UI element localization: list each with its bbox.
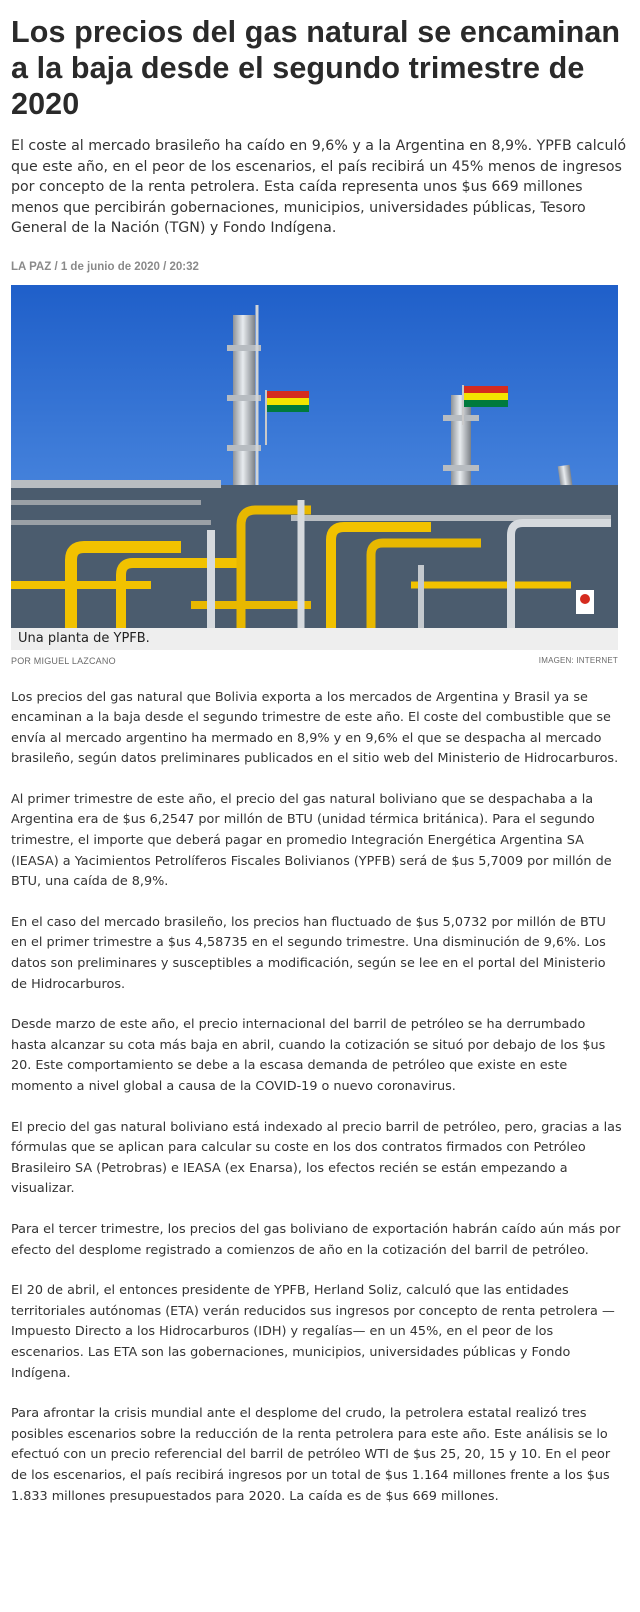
body-paragraph: Los precios del gas natural que Bolivia exporta a los mercados de Argentina y Brasil ya se encaminan a la baja desde el segundo trimestre de este año. El coste del combustible que se envía al mercado argentino ha mermado en 8,9% y en 9,6% el que se despacha al mercado brasileño, según datos preliminares publicados en el sitio web del Ministerio de Hidrocarburos. (11, 689, 619, 767)
body-paragraph: Desde marzo de este año, el precio internacional del barril de petróleo se ha derrumbado hasta alcanzar su cota más baja en abril, cuando la cotización se situó por debajo de los $us 20. Este comportamiento se debe a la escasa demanda de petróleo que existe en este momento a nivel global a causa de la COVID-19 o nuevo coronavirus. (11, 1017, 606, 1094)
headline: Los precios del gas natural se encaminan a la baja desde el segundo trimestre de 2020 (11, 15, 621, 121)
body-paragraph: Al primer trimestre de este año, el precio del gas natural boliviano que se despachaba a la Argentina era de $us 6,2547 por millón de BTU (unidad térmica británica). Para el segundo trimestre, el importe que deberá pagar en promedio Integración Energética Argentina SA (IEASA) a Yacimientos Petrolíferos Fiscales Bolivianos (YPFB) será de $us 5,7009 por millón de BTU, una caída de 8,9%. (11, 791, 612, 890)
image-caption: Una planta de YPFB. (11, 628, 618, 650)
article-photo[interactable] (11, 285, 618, 628)
gas-plant-illustration (11, 285, 618, 628)
photo-credits (11, 656, 618, 666)
body-paragraph: El 20 de abril, el entonces presidente de YPFB, Herland Soliz, calculó que las entidades territoriales autónomas (ETA) verán reducidos sus ingresos por concepto de renta petrolera —Impuesto Directo a los Hidrocarburos (IDH) y regalías— en un 45%, en el peor de los escenarios. Las ETA son las gobernaciones, municipios, universidades públicas y Fondo Indígena. (11, 1283, 615, 1381)
lead-summary: El coste al mercado brasileño ha caído en 9,6% y a la Argentina en 8,9%. YPFB calculó que este año, en el peor de los escenarios, el país recibirá un 45% menos de ingresos por concepto de la renta petrolera. Esta caída representa unos $us 669 millones menos que percibirán gobernaciones, municipios, universidades públicas, Tesoro General de la Nación (TGN) y Fondo Indígena. (11, 138, 627, 236)
body-paragraph: Para el tercer trimestre, los precios del gas boliviano de exportación habrán caído aún más por efecto del desplome registrado a comienzos de año en la cotización del barril de petróleo. (11, 1221, 621, 1258)
image-credit: IMAGEN: INTERNET (538, 655, 618, 665)
article (0, 14, 640, 1507)
author-byline[interactable]: POR MIGUEL LAZCANO (11, 655, 116, 666)
body-paragraph: El precio del gas natural boliviano está indexado al precio barril de petróleo, pero, gracias a las fórmulas que se aplican para calcular su coste en los dos contratos firmados con Petróleo Brasileiro SA (Petrobras) e IEASA (ex Enarsa), los efectos recién se están empezando a visualizar. (11, 1119, 622, 1197)
dateline: LA PAZ / 1 de junio de 2020 / 20:32 (11, 260, 199, 273)
article-body (11, 688, 629, 1508)
body-paragraph: Para afrontar la crisis mundial ante el desplome del crudo, la petrolera estatal realizó tres posibles escenarios sobre la reducción de la renta petrolera para este año. Este análisis se lo efectuó con un precio referencial del barril de petróleo WTI de $us 25, 20, 15 y 10. En el peor de los escenarios, el país recibirá ingresos por un total de $us 1.164 millones frente a los $us 1.833 millones presupuestados para 2020. La caída es de $us 669 millones. (11, 1406, 611, 1504)
body-paragraph: En el caso del mercado brasileño, los precios han fluctuado de $us 5,0732 por millón de BTU en el primer trimestre a $us 4,58735 en el segundo trimestre. Una disminución de 9,6%. Los datos son preliminares y susceptibles a modificación, según se lee en el portal del Ministerio de Hidrocarburos. (11, 914, 606, 992)
